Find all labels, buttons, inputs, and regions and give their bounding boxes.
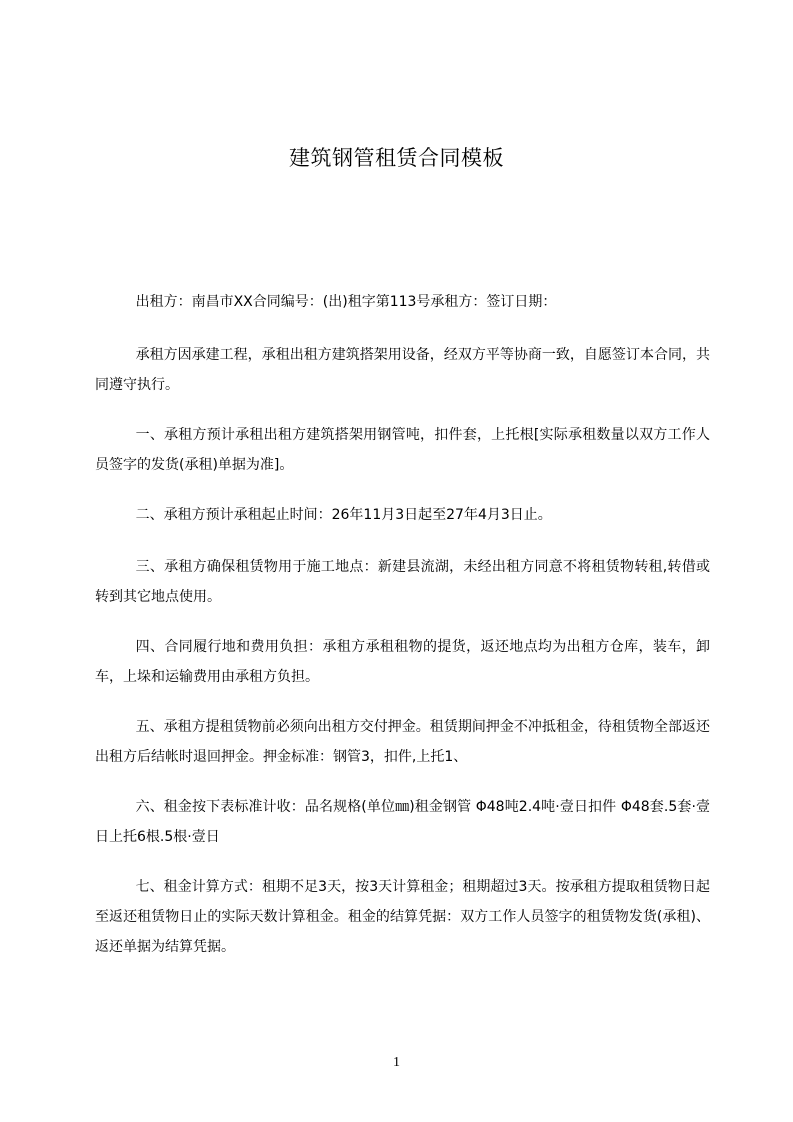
clause-1-line-1: 一、承租方预计承租出租方建筑搭架用钢管吨，扣件套，上托根[实际承租数量 — [135, 427, 625, 443]
clause-5-line-1: 五、承租方提租赁物前必须向出租方交付押金。租赁期间押金不冲抵租金，待租 — [135, 719, 626, 735]
clause-2-line-1: 二、承租方预计承租起止时间：26年11月3日起至27年4月3日止。 — [135, 507, 552, 523]
clause-5-paragraph — [95, 712, 710, 772]
clause-5-line-2: 赁物全部返还出租方后结帐时退回押金。押金标准：钢管3，扣件,上托1、 — [95, 719, 711, 765]
page-number: 1 — [393, 1055, 400, 1070]
clause-6-line-2: 件 Φ48套.5套·壹日上托6根.5根·壹日 — [95, 799, 710, 845]
clause-6-line-1: 六、租金按下表标准计收：品名规格(单位㎜)租金钢管 Φ48吨2.4吨·壹日扣 — [135, 799, 603, 815]
clause-6-paragraph — [95, 792, 710, 852]
header-info-line: 出租方：南昌市XX合同编号：(出)租字第113号承租方：签订日期： — [135, 294, 557, 310]
clause-4-line-2: 装车，卸车，上垛和运输费用由承租方负担。 — [95, 639, 710, 685]
intro-line-2: 订本合同，共同遵守执行。 — [95, 347, 711, 393]
clause-4-paragraph — [95, 632, 710, 692]
clause-7-line-3: 人员签字的租赁物发货(承租)、返还单据为结算凭据。 — [95, 909, 710, 955]
clause-3-paragraph — [95, 552, 710, 612]
clause-2-paragraph — [95, 500, 710, 530]
clause-7-line-1: 七、租金计算方式：租期不足3天，按3天计算租金；租期超过3天。按承租方 — [135, 879, 612, 895]
clause-1-line-2: 以双方工作人员签字的发货(承租)单据为准]。 — [95, 427, 710, 473]
clause-7-line-2: 提取租赁物日起至返还租赁物日止的实际天数计算租金。租金的结算凭据：双方工作 — [95, 879, 710, 925]
intro-line-1: 承租方因承建工程，承租出租方建筑搭架用设备，经双方平等协商一致，自愿签 — [135, 347, 626, 363]
clause-7-paragraph — [95, 872, 710, 962]
clause-4-line-1: 四、合同履行地和费用负担：承租方承租租物的提货，返还地点均为出租方仓库， — [135, 639, 653, 655]
intro-paragraph — [95, 340, 710, 400]
clause-3-line-2: 转租,转借或转到其它地点使用。 — [95, 559, 711, 605]
document-title: 建筑钢管租赁合同模板 — [289, 146, 504, 170]
clause-3-line-1: 三、承租方确保租赁物用于施工地点：新建县流湖，未经出租方同意不将租赁物 — [135, 559, 635, 575]
clause-1-paragraph — [95, 420, 710, 480]
header-info-paragraph — [95, 287, 710, 317]
